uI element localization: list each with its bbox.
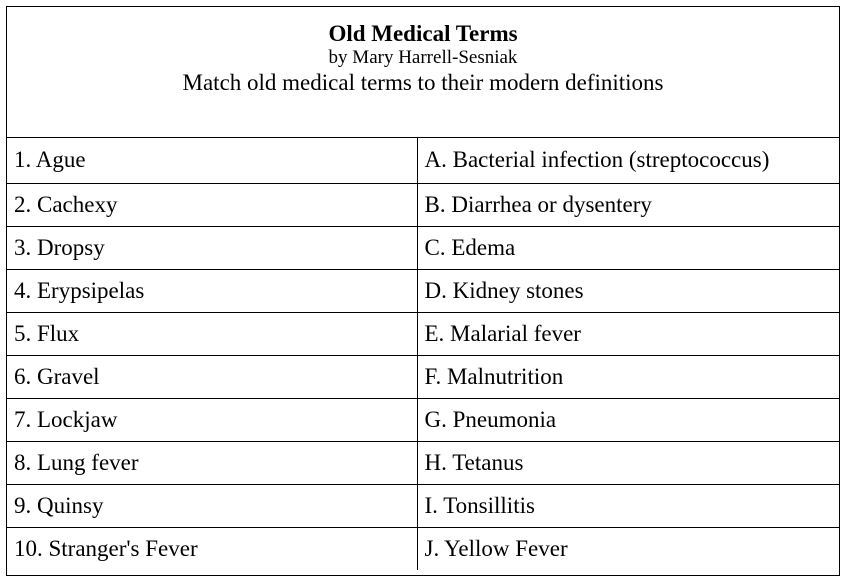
definition-cell: B. Diarrhea or dysentery	[417, 183, 839, 226]
definition-cell: D. Kidney stones	[417, 269, 839, 312]
old-term-cell: 5. Flux	[7, 312, 417, 355]
table-row	[7, 226, 839, 269]
table-row	[7, 441, 839, 484]
worksheet-header	[7, 7, 839, 138]
terms-table	[7, 138, 839, 570]
table-row	[7, 138, 839, 183]
old-term-cell: 1. Ague	[7, 138, 417, 183]
old-term-cell: 4. Erypsipelas	[7, 269, 417, 312]
definition-cell: F. Malnutrition	[417, 355, 839, 398]
definition-cell: E. Malarial fever	[417, 312, 839, 355]
old-term-cell: 8. Lung fever	[7, 441, 417, 484]
worksheet-title: Old Medical Terms	[328, 21, 518, 46]
definition-cell: H. Tetanus	[417, 441, 839, 484]
table-row	[7, 484, 839, 527]
definition-cell: J. Yellow Fever	[417, 527, 839, 570]
old-term-cell: 2. Cachexy	[7, 183, 417, 226]
definition-cell: G. Pneumonia	[417, 398, 839, 441]
table-row	[7, 398, 839, 441]
definition-cell: C. Edema	[417, 226, 839, 269]
table-row	[7, 527, 839, 570]
old-term-cell: 3. Dropsy	[7, 226, 417, 269]
worksheet-instructions: Match old medical terms to their modern definitions	[182, 70, 664, 95]
definition-cell: I. Tonsillitis	[417, 484, 839, 527]
table-row	[7, 183, 839, 226]
old-term-cell: 9. Quinsy	[7, 484, 417, 527]
old-term-cell: 10. Stranger's Fever	[7, 527, 417, 570]
definition-cell: A. Bacterial infection (streptococcus)	[424, 147, 770, 173]
table-row	[7, 355, 839, 398]
worksheet-byline: by Mary Harrell-Sesniak	[328, 47, 518, 68]
worksheet	[6, 6, 840, 576]
table-row	[7, 269, 839, 312]
table-row	[7, 312, 839, 355]
old-term-cell: 7. Lockjaw	[7, 398, 417, 441]
old-term-cell: 6. Gravel	[7, 355, 417, 398]
